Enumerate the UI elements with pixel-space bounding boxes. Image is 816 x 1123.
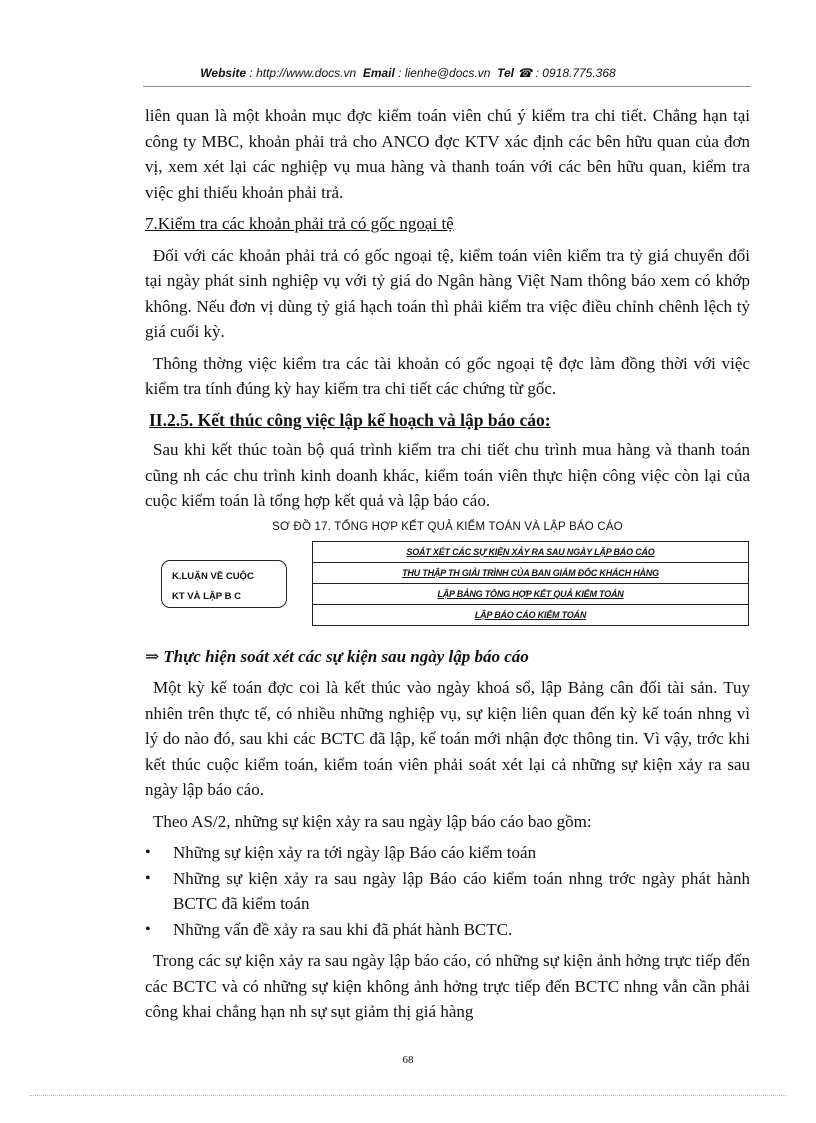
list-item-text: Những sự kiện xảy ra sau ngày lập Báo cáo kiểm toán nhng trớc ngày phát hành BCTC đã kiểm toán [173,868,750,913]
diagram-conclusion-box [161,560,287,608]
footer-divider [30,1095,786,1096]
list-item [145,917,750,943]
diagram-conclusion-line-2: KT VÀ LẬP B C [172,590,241,602]
website-label: Website [200,66,247,80]
list-item-text: Những vấn đề xảy ra sau khi đã phát hành BCTC. [173,919,513,939]
tel-value: : 0918.775.368 [535,66,616,80]
list-item [145,866,750,917]
email-value: : lienhe@docs.vn [398,66,491,80]
paragraph-1: liên quan là một khoản mục đợc kiểm toán viên chú ý kiểm tra chi tiết. Chẳng hạn tại công ty MBC, khoản phải trả cho ANCO đợc KTV xác định các bên hữu quan của đơn vị, xem xét lại các nghiệp vụ mua hàng và thanh toán với các bên hữu quan, kiểm tra việc ghi thiếu khoản phải trả. [145,106,750,202]
header-divider [143,86,751,87]
email-label: Email [362,66,395,80]
paragraph-7: Trong các sự kiện xảy ra sau ngày lập báo cáo, có những sự kiện ảnh hởng trực tiếp đến các BCTC và có những sự kiện không ảnh hởng trực tiếp đến BCTC nhng vẫn cần phải công khai chẳng hạn nh sự sụt giảm thị giá hàng [145,951,750,1021]
section-heading-7: 7.Kiểm tra các khoản phải trả có gốc ngoại tệ [145,214,454,233]
page-content [145,103,750,1031]
list-item [145,840,750,866]
subheading-review-text: Thực hiện soát xét các sự kiện sau ngày lập báo cáo [163,646,529,666]
diagram-steps-table [312,541,749,626]
paragraph-6: Theo AS/2, những sự kiện xảy ra sau ngày lập báo cáo bao gồm: [153,811,592,831]
website-value: : http://www.docs.vn [249,66,357,80]
arrow-right-icon: ⇒ [145,646,160,666]
diagram-step-row: THU THẬP TH GIẢI TRÌNH CỦA BAN GIÁM ĐỐC KHÁCH HÀNG [313,563,748,584]
page-header [0,66,816,80]
bullet-icon: • [145,920,151,938]
tel-label: Tel [497,66,514,80]
paragraph-4: Sau khi kết thúc toàn bộ quá trình kiểm tra chi tiết chu trình mua hàng và thanh toán cũng nh các chu trình kinh doanh khác, kiểm toán viên thực hiện công việc còn lại của cuộc kiểm toán là tổng hợp kết quả và lập báo cáo. [145,440,750,510]
diagram-step-row: LẬP BẢNG TỔNG HỢP KẾT QUẢ KIỂM TOÁN [313,584,748,605]
section-heading-ii-2-5: II.2.5. Kết thúc công việc lập kế hoạch và lập báo cáo: [149,409,551,430]
page-number: 68 [402,1054,414,1066]
bullet-icon: • [145,869,151,887]
diagram-conclusion-line-1: K.LUẬN VỀ CUỘC [172,570,254,582]
bullet-list [145,840,750,942]
diagram-step-row: LẬP BÁO CÁO KIỂM TOÁN [474,609,587,620]
paragraph-5: Một kỳ kế toán đợc coi là kết thúc vào ngày khoá sổ, lập Bảng cân đối tài sản. Tuy nhiên trên thực tế, có nhiều những nghiệp vụ, sự kiện liên quan đến kỳ kế toán nhng vì lý do nào đó, sau khi các BCTC đã lập, kế toán mới nhận đợc thông tin. Vì vậy, trớc khi kết thúc cuộc kiểm toán, kiểm toán viên phải soát xét lại cả những sự kiện xảy ra sau ngày lập báo cáo. [145,678,750,799]
diagram-step-row: SOÁT XÉT CÁC SỰ KIỆN XẢY RA SAU NGÀY LẬP BÁO CÁO [313,542,748,563]
paragraph-3: Thông thờng việc kiểm tra các tài khoản có gốc ngoại tệ đợc làm đồng thời với việc kiểm tra tính đúng kỳ hay kiểm tra chi tiết các chứng từ gốc. [145,353,750,398]
diagram-title: SƠ ĐỒ 17. TỔNG HỢP KẾT QUẢ KIỂM TOÁN VÀ LẬP BÁO CÁO [272,520,623,533]
phone-icon: ☎ [517,66,533,80]
paragraph-2: Đối với các khoản phải trả có gốc ngoại tệ, kiểm toán viên kiểm tra tỷ giá chuyển đổi tại ngày phát sinh nghiệp vụ với tỷ giá do Ngân hàng Việt Nam thông báo xem có khớp không. Nếu đơn vị dùng tỷ giá hạch toán thì phải kiểm tra việc điều chỉnh chênh lệch tỷ giá cuối kỳ. [145,245,750,341]
list-item-text: Những sự kiện xảy ra tới ngày lập Báo cáo kiểm toán [173,843,537,862]
subheading-review-events [145,644,750,670]
diagram-17 [145,540,750,634]
bullet-icon: • [145,844,151,861]
